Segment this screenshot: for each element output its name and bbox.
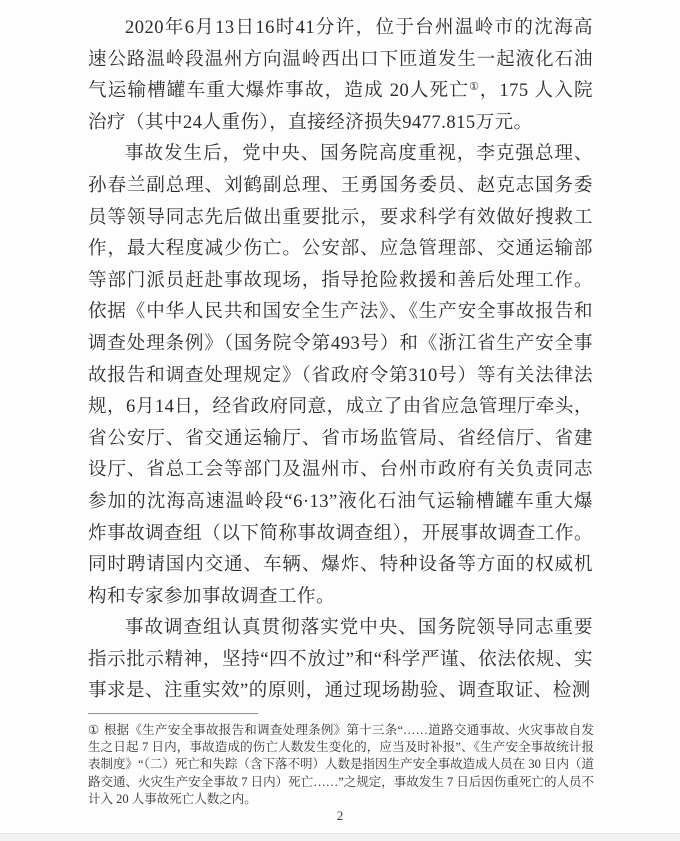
report-body bbox=[88, 13, 593, 708]
accident-overview-text-before-ref: 2020年6月13日16时41分许，位于台州温岭市的沈海高速公路温岭段温州方向温岭西出口下匝道发生一起液化石油气运输槽罐车重大爆炸事故，造成 20人死亡 bbox=[88, 18, 593, 102]
page-number: 2 bbox=[336, 808, 344, 823]
footnote-marker: ① bbox=[88, 723, 100, 737]
scan-edge-artifact bbox=[0, 833, 680, 841]
footnote bbox=[88, 722, 594, 808]
footnote-divider bbox=[88, 713, 258, 714]
paragraph-investigation-principles: 事故调查组认真贯彻落实党中央、国务院领导同志重要指示批示精神，坚持“四不放过”和“科学严谨、依法依规、实事求是、注重实效”的原则，通过现场勘验、调查取证、检测 bbox=[88, 618, 593, 702]
accident-overview-text-after-ref: ，175 人入院治疗（其中24人重伤），直接经济损失9477.815万元。 bbox=[88, 81, 593, 133]
footnote-text: 根据《生产安全事故报告和调查处理条例》第十三条“……道路交通事故、火灾事故自发生之日起 7 日内，事故造成的伤亡人数发生变化的，应当及时补报”、《生产安全事故统计报表制度》“（二）死亡和失踪（含下落不明）人数是指因生产安全事故造成人员在 30 日内（道路交通、火灾生产安全事故 7 日内）死亡……”之规定，事故发生 7 日后因伤重死亡的人员不计入 20 人事故死亡人数之内。 bbox=[88, 723, 594, 806]
paragraph-accident-overview bbox=[88, 13, 593, 139]
footnote-area bbox=[88, 713, 594, 808]
paragraph-response-and-investigation-team: 事故发生后，党中央、国务院高度重视，李克强总理、孙春兰副总理、刘鹤副总理、王勇国务委员、赵克志国务委员等领导同志先后做出重要批示，要求科学有效做好搜救工作，最大程度减少伤亡。公安部、应急管理部、交通运输部等部门派员赶赴事故现场，指导抢险救援和善后处理工作。依据《中华人民共和国安全生产法》、《生产安全事故报告和调查处理条例》（国务院令第493号）和《浙江省生产安全事故报告和调查处理规定》（省政府令第310号）等有关法律法规，6月14日，经省政府同意，成立了由省应急管理厅牵头，省公安厅、省交通运输厅、省市场监管局、省经信厅、省建设厅、省总工会等部门及温州市、台州市政府有关负责同志参加的沈海高速温岭段“6·13”液化石油气运输槽罐车重大爆炸事故调查组（以下简称事故调查组），开展事故调查工作。同时聘请国内交通、车辆、爆炸、特种设备等方面的权威机构和专家参加事故调查工作。 bbox=[88, 144, 593, 607]
footnote-reference-mark: ① bbox=[469, 81, 480, 94]
